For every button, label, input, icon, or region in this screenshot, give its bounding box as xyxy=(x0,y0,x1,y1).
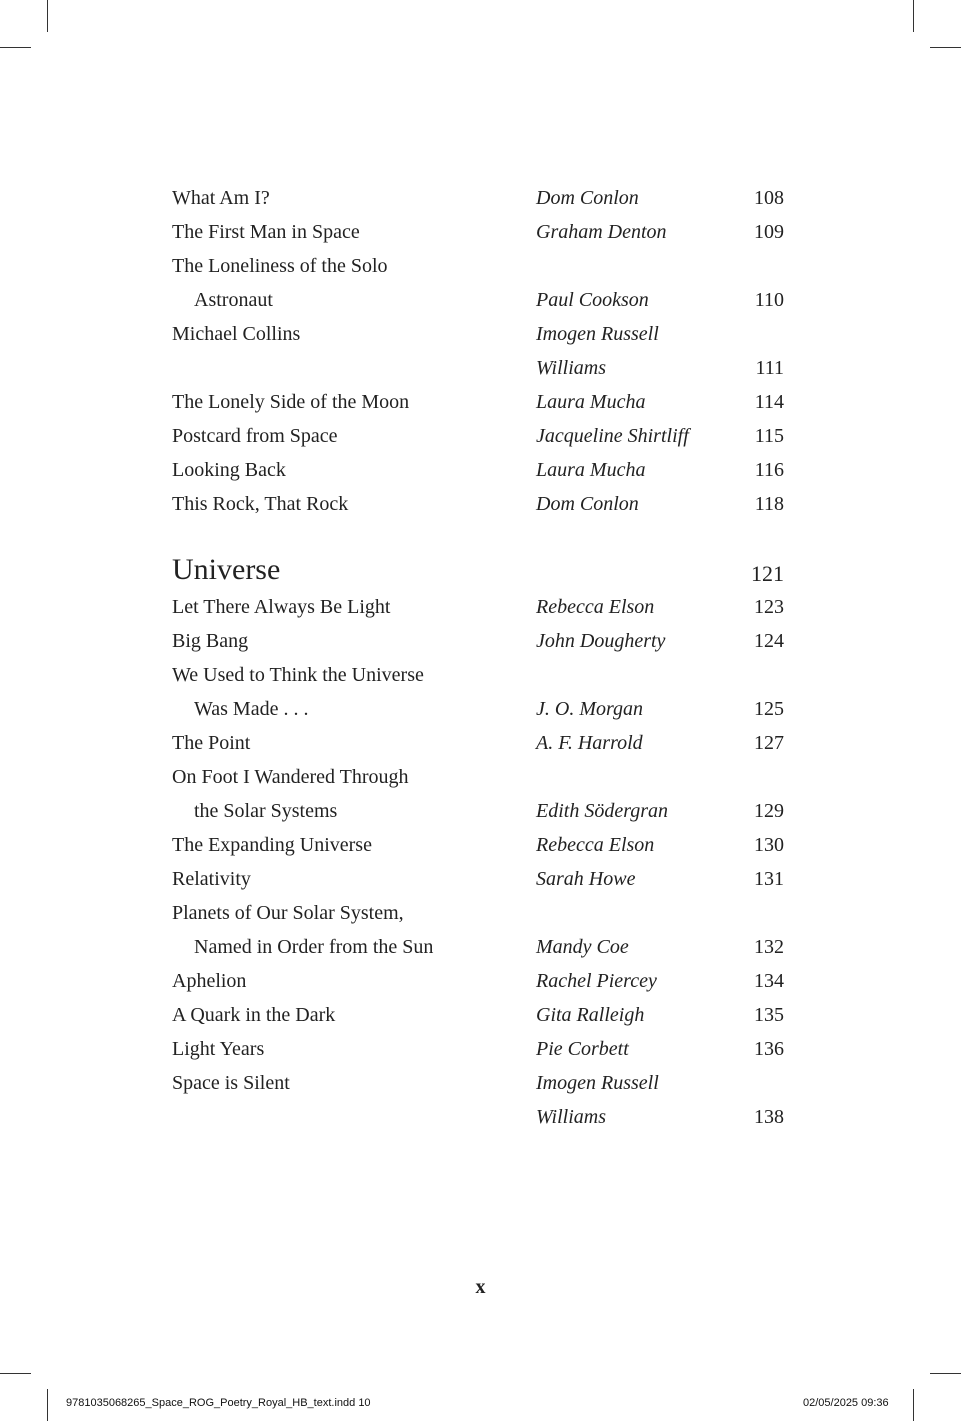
toc-entry xyxy=(172,419,784,453)
page-folio: x xyxy=(475,1276,486,1298)
toc-entry-title: Aphelion xyxy=(172,970,247,992)
slug-datetime: 02/05/2025 09:36 xyxy=(803,1397,889,1409)
toc-entry-page: 115 xyxy=(754,425,784,447)
toc-entry-page: 134 xyxy=(754,970,784,992)
toc-entry-author: Williams xyxy=(536,1106,607,1128)
toc-entry xyxy=(172,1100,784,1134)
toc-entry-title: What Am I? xyxy=(172,187,270,209)
toc-entry-author: Jacqueline Shirtliff xyxy=(536,425,689,447)
toc-entry-author: Laura Mucha xyxy=(536,391,646,413)
toc-entry-title: Space is Silent xyxy=(172,1072,290,1094)
toc-entry xyxy=(172,215,784,249)
toc-entry-page: 132 xyxy=(754,936,784,958)
toc-entry xyxy=(172,1032,784,1066)
crop-mark xyxy=(930,1373,961,1374)
toc-entry-title: The Lonely Side of the Moon xyxy=(172,391,410,413)
toc-entry-author: Dom Conlon xyxy=(536,187,639,209)
toc-entry xyxy=(172,794,784,828)
toc-entry-author: Edith Södergran xyxy=(536,800,669,822)
toc-entry-page: 131 xyxy=(754,868,784,890)
toc-entry xyxy=(172,828,784,862)
toc-entry-author: Dom Conlon xyxy=(536,493,639,515)
toc-entry xyxy=(172,249,784,283)
section-heading xyxy=(172,553,784,590)
toc-entry-title: Big Bang xyxy=(172,630,249,652)
toc-entry-title: Relativity xyxy=(172,868,251,890)
toc-entry-author: A. F. Harrold xyxy=(536,732,643,754)
toc-entry-title: The First Man in Space xyxy=(172,221,360,243)
section-title: Universe xyxy=(172,553,281,586)
toc-entry-author: Pie Corbett xyxy=(536,1038,629,1060)
toc-entry xyxy=(172,351,784,385)
toc-entry xyxy=(172,760,784,794)
toc-entry-author: Imogen Russell xyxy=(536,1072,659,1094)
toc-entry-author: Graham Denton xyxy=(536,221,667,243)
toc-entry-title: Was Made . . . xyxy=(194,698,309,720)
toc-entry-page: 135 xyxy=(754,1004,784,1026)
toc-entry-title: the Solar Systems xyxy=(194,800,338,822)
toc-entry-title: The Point xyxy=(172,732,251,754)
toc-entry-page: 136 xyxy=(754,1038,784,1060)
toc-entry-author: Rebecca Elson xyxy=(536,596,655,618)
toc-entry-page: 114 xyxy=(754,391,784,413)
toc-entry-title: Light Years xyxy=(172,1038,265,1060)
toc-entry-page: 125 xyxy=(754,698,784,720)
slug-file-info: 9781035068265_Space_ROG_Poetry_Royal_HB_text.indd 10 xyxy=(66,1397,371,1409)
toc-entry-title: The Loneliness of the Solo xyxy=(172,255,388,277)
crop-mark xyxy=(47,0,48,32)
toc-entry-page: 138 xyxy=(754,1106,784,1128)
toc-entry-title: This Rock, That Rock xyxy=(172,493,349,515)
toc-entry-page: 116 xyxy=(754,459,784,481)
toc-entry xyxy=(172,283,784,317)
toc-entry xyxy=(172,487,784,521)
toc-entry-title: A Quark in the Dark xyxy=(172,1004,336,1026)
toc-entry-title: Let There Always Be Light xyxy=(172,596,391,618)
toc-entry xyxy=(172,317,784,351)
toc-entry-author: John Dougherty xyxy=(536,630,666,652)
crop-mark xyxy=(0,1373,31,1374)
toc-entry xyxy=(172,862,784,896)
toc-entry xyxy=(172,964,784,998)
toc-entry-author: Paul Cookson xyxy=(536,289,649,311)
toc-entry xyxy=(172,1066,784,1100)
table-of-contents xyxy=(172,181,784,1134)
toc-entry-author: Imogen Russell xyxy=(536,323,659,345)
toc-entry xyxy=(172,385,784,419)
crop-mark xyxy=(913,0,914,32)
toc-entry-page: 108 xyxy=(754,187,784,209)
toc-entry xyxy=(172,998,784,1032)
toc-entry xyxy=(172,726,784,760)
toc-entry-title: Planets of Our Solar System, xyxy=(172,902,404,924)
toc-entry-author: Rebecca Elson xyxy=(536,834,655,856)
toc-entry-page: 130 xyxy=(754,834,784,856)
toc-entry-page: 109 xyxy=(754,221,784,243)
toc-entry-title: Looking Back xyxy=(172,459,286,481)
toc-entry-title: The Expanding Universe xyxy=(172,834,372,856)
toc-entry-author: Rachel Piercey xyxy=(536,970,657,992)
toc-entry xyxy=(172,181,784,215)
toc-entry xyxy=(172,930,784,964)
toc-entry xyxy=(172,658,784,692)
toc-entry xyxy=(172,453,784,487)
crop-mark xyxy=(0,47,31,48)
toc-entry-author: Laura Mucha xyxy=(536,459,646,481)
toc-entry-title: Astronaut xyxy=(194,289,273,311)
toc-entry-author: Williams xyxy=(536,357,607,379)
crop-mark xyxy=(47,1389,48,1421)
toc-list-universe xyxy=(172,590,784,1134)
toc-entry-title: On Foot I Wandered Through xyxy=(172,766,409,788)
toc-entry-page: 127 xyxy=(754,732,784,754)
toc-entry-page: 110 xyxy=(754,289,784,311)
toc-entry-author: Gita Ralleigh xyxy=(536,1004,645,1026)
crop-mark xyxy=(930,47,961,48)
toc-entry xyxy=(172,896,784,930)
toc-entry-title: Michael Collins xyxy=(172,323,301,345)
toc-entry-author: J. O. Morgan xyxy=(536,698,644,720)
section-page-number: 121 xyxy=(751,561,784,586)
toc-entry xyxy=(172,624,784,658)
toc-entry-title: We Used to Think the Universe xyxy=(172,664,424,686)
crop-mark xyxy=(913,1389,914,1421)
toc-entry-page: 111 xyxy=(755,357,784,379)
toc-entry xyxy=(172,590,784,624)
toc-entry-page: 129 xyxy=(754,800,784,822)
toc-entry xyxy=(172,692,784,726)
toc-entry-page: 118 xyxy=(754,493,784,515)
toc-list-top xyxy=(172,181,784,521)
toc-entry-title: Postcard from Space xyxy=(172,425,338,447)
toc-entry-page: 123 xyxy=(754,596,784,618)
toc-entry-page: 124 xyxy=(754,630,784,652)
toc-entry-author: Sarah Howe xyxy=(536,868,636,890)
toc-entry-title: Named in Order from the Sun xyxy=(194,936,434,958)
toc-entry-author: Mandy Coe xyxy=(536,936,629,958)
